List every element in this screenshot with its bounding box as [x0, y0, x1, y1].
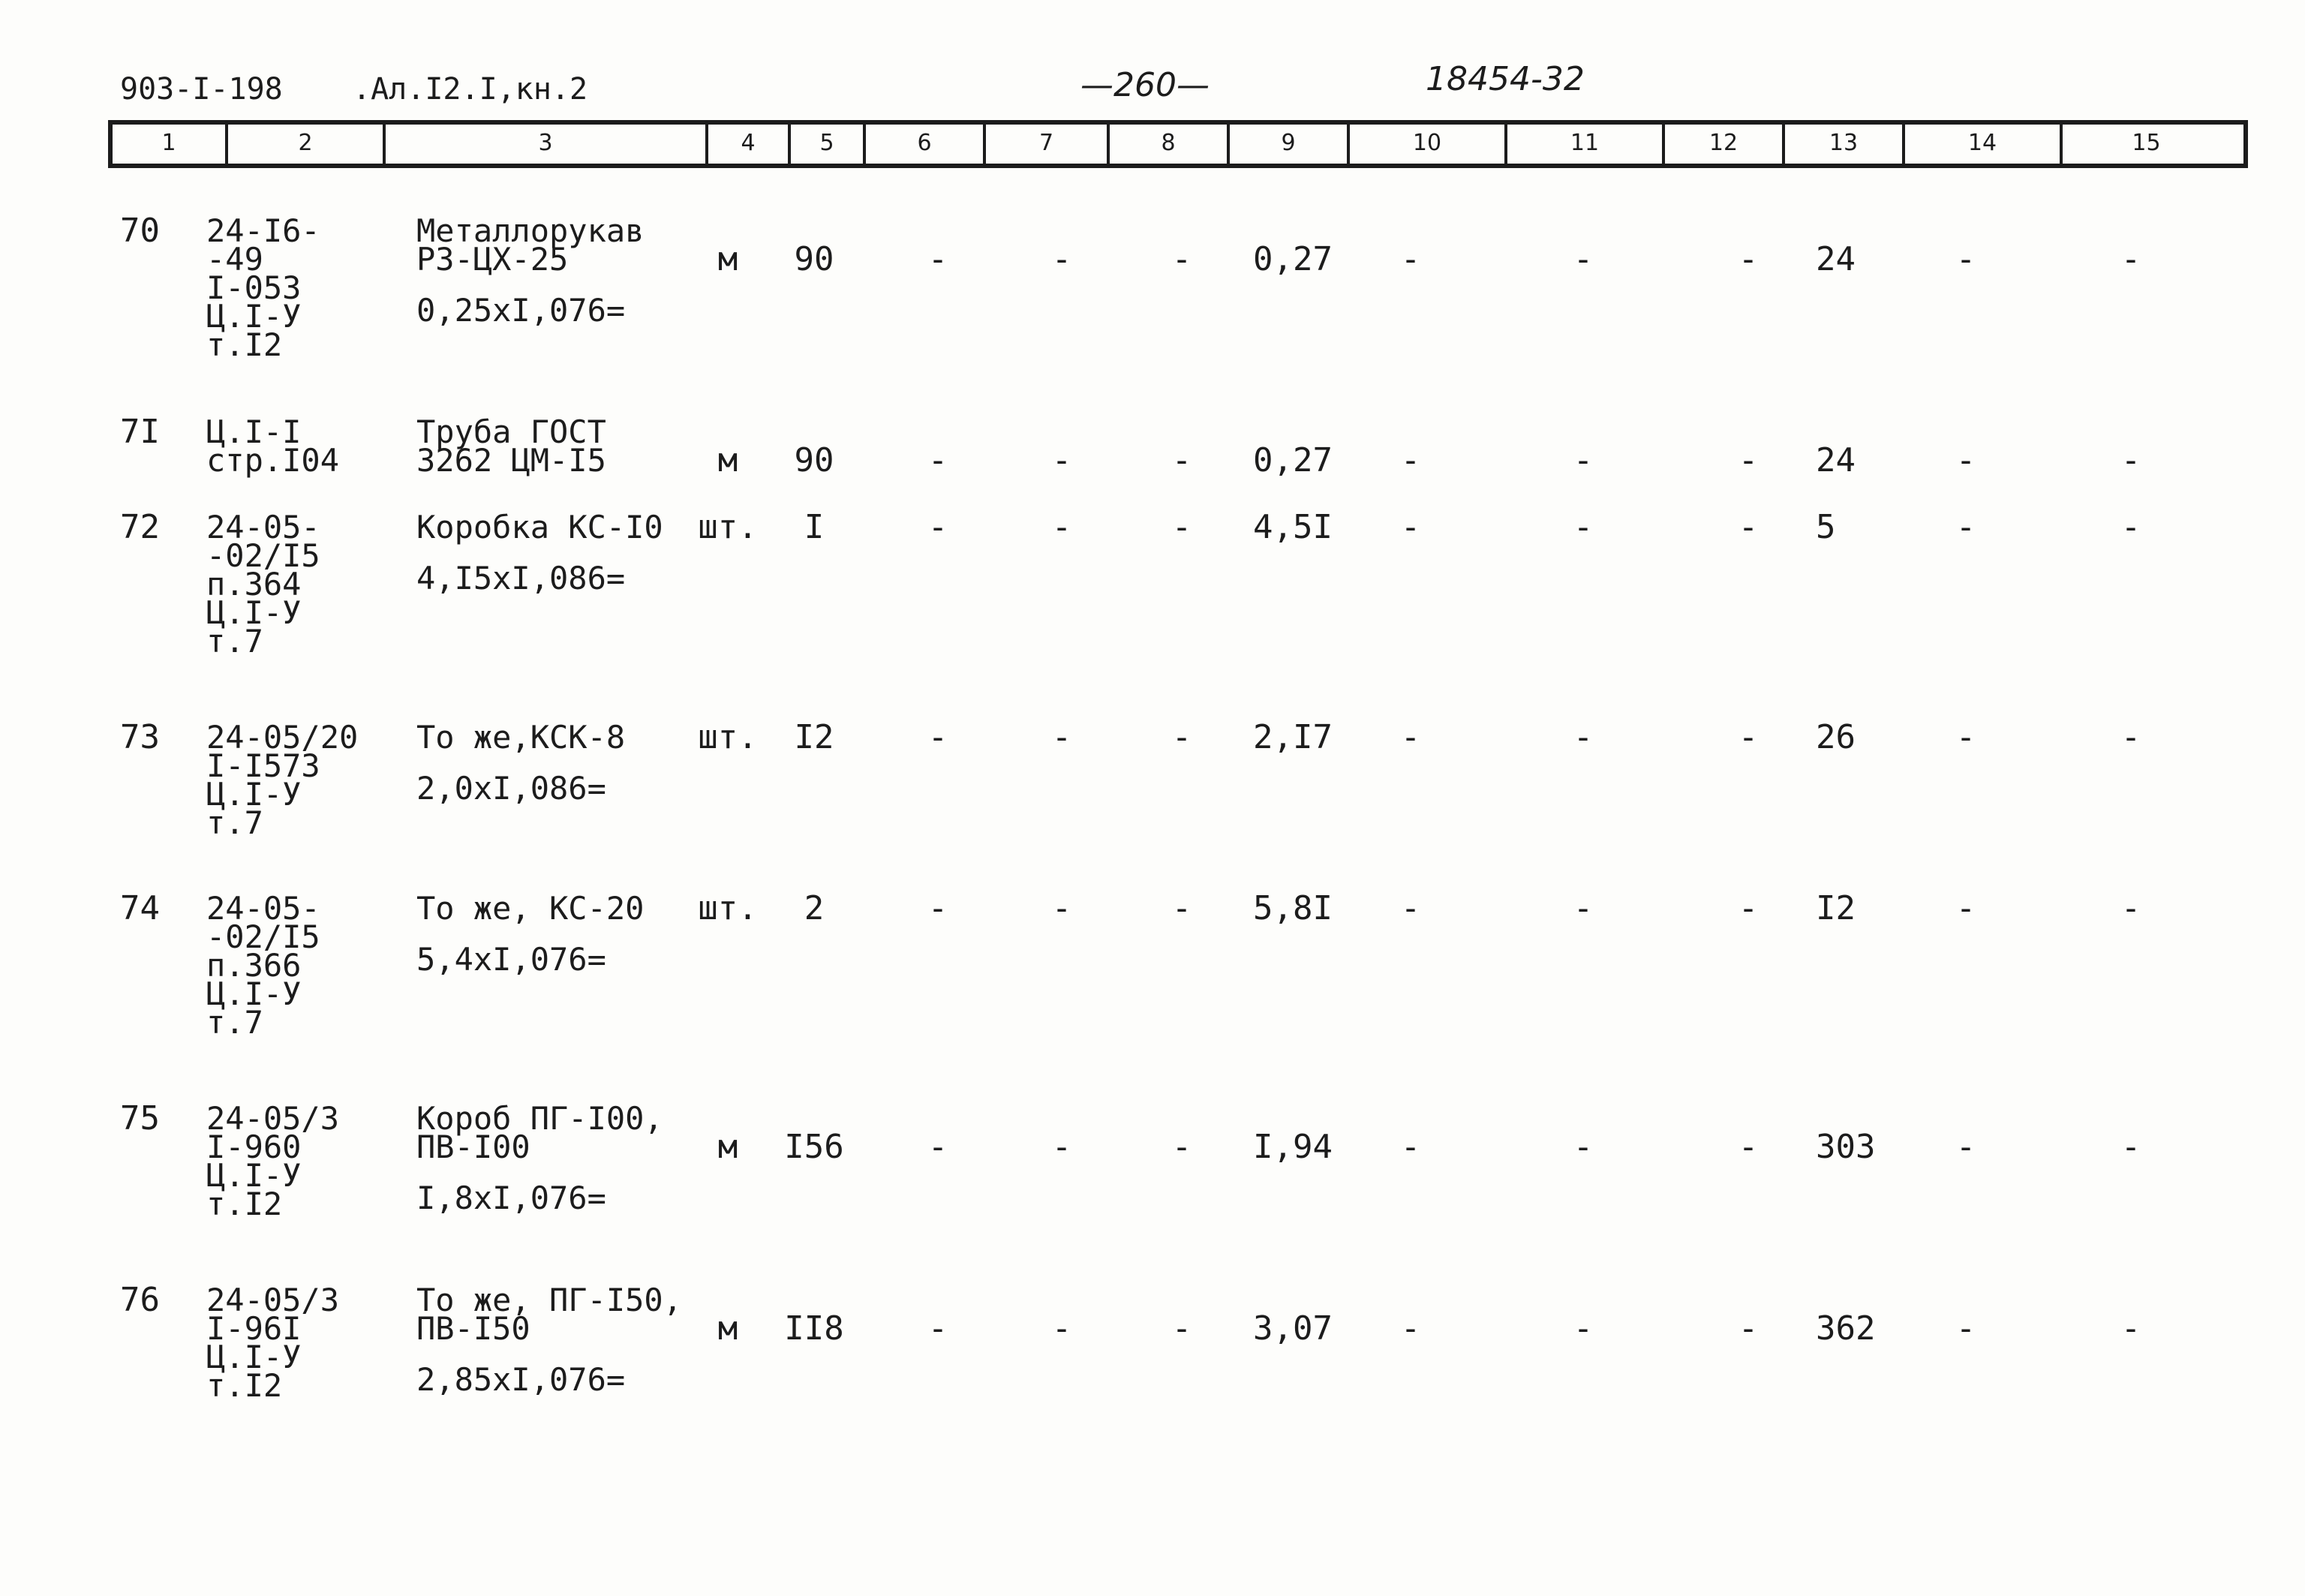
item-name-line: То же, ПГ-I50,: [416, 1282, 683, 1318]
cell-c15: -: [2120, 240, 2141, 278]
reference-line: т.I2: [206, 1367, 283, 1404]
column-header-2: 2: [225, 125, 383, 164]
reference-line: т.7: [206, 1004, 263, 1041]
row-number: 72: [120, 508, 160, 546]
reference-line: 24-05-: [206, 509, 320, 546]
cell-c6: -: [927, 441, 948, 479]
cell-c10: -: [1400, 508, 1421, 546]
reference-line: Ц.I-У: [206, 975, 302, 1012]
cell-c7: -: [1051, 508, 1072, 546]
column-header-row: [108, 120, 2248, 168]
cell-c8: -: [1171, 508, 1192, 546]
cell-c12: -: [1738, 508, 1759, 546]
cell-c9: 2,I7: [1253, 718, 1333, 756]
cell-c6: -: [927, 718, 948, 756]
cell-c13: 24: [1816, 441, 1856, 479]
item-name-line: РЗ-ЦХ-25: [416, 241, 569, 278]
reference-line: 24-05/20: [206, 719, 359, 756]
reference-line: 24-05/3: [206, 1282, 340, 1318]
cell-c8: -: [1171, 441, 1192, 479]
column-header-6: 6: [863, 125, 983, 164]
cell-c15: -: [2120, 508, 2141, 546]
reference-line: -02/I5: [206, 918, 320, 955]
column-header-11: 11: [1504, 125, 1662, 164]
cell-c15: -: [2120, 718, 2141, 756]
cell-c6: -: [927, 240, 948, 278]
item-formula: 5,4хI,076=: [416, 941, 606, 978]
cell-c11: -: [1573, 1309, 1594, 1348]
cell-c8: -: [1171, 1128, 1192, 1166]
cell-c14: -: [1955, 240, 1976, 278]
cell-c12: -: [1738, 718, 1759, 756]
cell-c15: -: [2120, 1128, 2141, 1166]
cell-c11: -: [1573, 889, 1594, 927]
column-header-15: 15: [2060, 125, 2230, 164]
reference-line: п.366: [206, 947, 302, 984]
cell-c11: -: [1573, 508, 1594, 546]
cell-c12: -: [1738, 240, 1759, 278]
item-formula: 2,0хI,086=: [416, 770, 606, 807]
cell-c6: -: [927, 889, 948, 927]
cell-c13: 24: [1816, 240, 1856, 278]
cell-c11: -: [1573, 240, 1594, 278]
row-number: 75: [120, 1099, 160, 1138]
cell-c13: 362: [1816, 1309, 1876, 1348]
handwritten-reference: 18454-32: [1426, 60, 1585, 98]
cell-c13: I2: [1816, 889, 1856, 927]
cell-c10: -: [1400, 441, 1421, 479]
reference-line: Ц.I-I: [206, 413, 302, 450]
cell-qty: II8: [784, 1309, 844, 1348]
reference-line: Ц.I-У: [206, 776, 302, 813]
reference-line: I-I573: [206, 747, 320, 784]
item-name-line: То же,КСК-8: [416, 719, 626, 756]
column-header-5: 5: [788, 125, 863, 164]
cell-unit: шт.: [698, 889, 758, 927]
cell-c13: 26: [1816, 718, 1856, 756]
cell-unit: м: [717, 1128, 738, 1166]
cell-c13: 303: [1816, 1128, 1876, 1166]
reference-line: Ц.I-У: [206, 1157, 302, 1194]
cell-c7: -: [1051, 441, 1072, 479]
cell-c8: -: [1171, 240, 1192, 278]
cell-c15: -: [2120, 441, 2141, 479]
reference-line: Ц.I-У: [206, 1339, 302, 1375]
page-number: —260—: [1080, 66, 1210, 104]
item-name-line: То же, КС-20: [416, 890, 645, 927]
cell-c9: 5,8I: [1253, 889, 1333, 927]
cell-c7: -: [1051, 1309, 1072, 1348]
reference-line: 24-05/3: [206, 1100, 340, 1137]
reference-line: -49: [206, 241, 263, 278]
cell-unit: м: [717, 441, 738, 479]
reference-line: I-960: [206, 1129, 302, 1165]
item-name-line: ПВ-I00: [416, 1129, 530, 1165]
cell-c11: -: [1573, 441, 1594, 479]
column-header-14: 14: [1902, 125, 2060, 164]
item-name-line: 3262 ЦМ-I5: [416, 442, 606, 479]
album-reference: .Ал.I2.I,кн.2: [353, 72, 588, 107]
item-name-line: Короб ПГ-I00,: [416, 1100, 663, 1137]
cell-qty: I: [804, 508, 825, 546]
cell-c11: -: [1573, 1128, 1594, 1166]
cell-c9: 4,5I: [1253, 508, 1333, 546]
item-formula: 2,85хI,076=: [416, 1361, 626, 1398]
reference-line: Ц.I-У: [206, 594, 302, 631]
cell-c10: -: [1400, 1128, 1421, 1166]
row-number: 7I: [120, 413, 160, 451]
reference-line: т.7: [206, 623, 263, 660]
item-name-line: ПВ-I50: [416, 1310, 530, 1347]
cell-c12: -: [1738, 889, 1759, 927]
column-header-7: 7: [983, 125, 1107, 164]
row-number: 70: [120, 212, 160, 250]
cell-c12: -: [1738, 1128, 1759, 1166]
reference-line: п.364: [206, 566, 302, 603]
column-header-8: 8: [1107, 125, 1227, 164]
item-name-line: Металлорукав: [416, 212, 645, 249]
cell-qty: I56: [784, 1128, 844, 1166]
cell-c14: -: [1955, 1309, 1976, 1348]
cell-c8: -: [1171, 1309, 1192, 1348]
cell-c8: -: [1171, 718, 1192, 756]
cell-c7: -: [1051, 1128, 1072, 1166]
item-formula: I,8хI,076=: [416, 1180, 606, 1216]
cell-unit: м: [717, 240, 738, 278]
cell-c10: -: [1400, 718, 1421, 756]
column-header-12: 12: [1662, 125, 1782, 164]
reference-line: стр.I04: [206, 442, 340, 479]
cell-qty: 90: [794, 240, 834, 278]
row-number: 74: [120, 889, 160, 927]
reference-line: -02/I5: [206, 537, 320, 574]
item-name-line: Труба ГОСТ: [416, 413, 606, 450]
cell-c14: -: [1955, 718, 1976, 756]
cell-c10: -: [1400, 240, 1421, 278]
cell-c12: -: [1738, 1309, 1759, 1348]
column-header-4: 4: [705, 125, 788, 164]
cell-c14: -: [1955, 1128, 1976, 1166]
reference-line: т.7: [206, 804, 263, 841]
cell-qty: I2: [794, 718, 834, 756]
document-code: 903-I-198: [120, 72, 283, 107]
cell-c7: -: [1051, 240, 1072, 278]
cell-c12: -: [1738, 441, 1759, 479]
item-name-line: Коробка КС-I0: [416, 509, 663, 546]
cell-c11: -: [1573, 718, 1594, 756]
cell-c10: -: [1400, 1309, 1421, 1348]
cell-c9: I,94: [1253, 1128, 1333, 1166]
cell-c8: -: [1171, 889, 1192, 927]
row-number: 73: [120, 718, 160, 756]
cell-unit: шт.: [698, 508, 758, 546]
reference-line: I-96I: [206, 1310, 302, 1347]
column-header-13: 13: [1782, 125, 1902, 164]
cell-unit: шт.: [698, 718, 758, 756]
cell-c15: -: [2120, 1309, 2141, 1348]
cell-c14: -: [1955, 508, 1976, 546]
reference-line: 24-05-: [206, 890, 320, 927]
row-number: 76: [120, 1281, 160, 1319]
item-formula: 4,I5хI,086=: [416, 560, 626, 597]
cell-c6: -: [927, 508, 948, 546]
cell-c9: 0,27: [1253, 441, 1333, 479]
cell-c9: 3,07: [1253, 1309, 1333, 1348]
reference-line: 24-I6-: [206, 212, 320, 249]
cell-c9: 0,27: [1253, 240, 1333, 278]
cell-c14: -: [1955, 441, 1976, 479]
cell-unit: м: [717, 1309, 738, 1348]
reference-line: I-053: [206, 269, 302, 306]
cell-c7: -: [1051, 889, 1072, 927]
reference-line: т.I2: [206, 1186, 283, 1222]
column-header-1: 1: [161, 130, 176, 156]
column-header-9: 9: [1227, 125, 1347, 164]
cell-c14: -: [1955, 889, 1976, 927]
cell-qty: 90: [794, 441, 834, 479]
cell-c6: -: [927, 1128, 948, 1166]
item-formula: 0,25хI,076=: [416, 292, 626, 329]
cell-c15: -: [2120, 889, 2141, 927]
cell-c10: -: [1400, 889, 1421, 927]
reference-line: т.I2: [206, 326, 283, 363]
reference-line: Ц.I-У: [206, 298, 302, 335]
cell-qty: 2: [804, 889, 825, 927]
column-header-10: 10: [1347, 125, 1504, 164]
column-header-3: 3: [383, 125, 705, 164]
cell-c13: 5: [1816, 508, 1836, 546]
cell-c7: -: [1051, 718, 1072, 756]
cell-c6: -: [927, 1309, 948, 1348]
